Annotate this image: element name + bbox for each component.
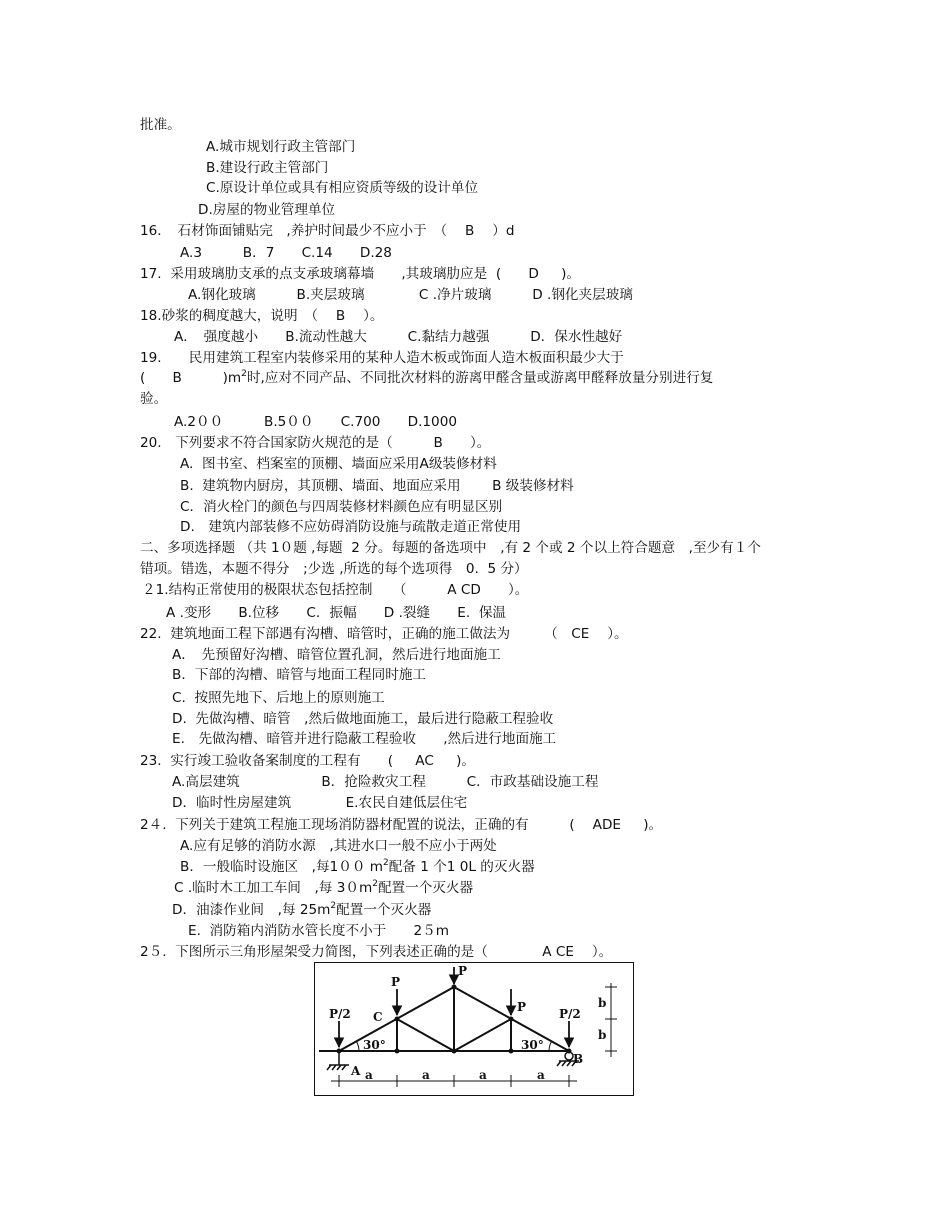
option-a: A.城市规划行政主管部门 [206, 139, 356, 155]
section-heading-cont: 错项。错选，本题不得分 ;少选 ,所选的每个选项得 0. 5 分） [140, 561, 528, 577]
question-21: ２1.结构正常使用的极限状态包括控制 （ A CD ）。 [142, 582, 529, 598]
question-20-a: A. 图书室、档案室的顶棚、墙面应采用A级装修材料 [180, 456, 497, 472]
point-label-c: C [373, 1010, 383, 1024]
superscript: 2 [372, 879, 378, 889]
load-label-p-right: P [517, 1000, 527, 1014]
question-20-c: C．消火栓门的颜色与四周装修材料颜色应有明显区别 [180, 499, 503, 515]
question-16-options: A.3 B．7 C.14 D.28 [180, 245, 392, 261]
dim-label-b-1: b [598, 996, 607, 1010]
question-24-d [172, 902, 431, 918]
question-17: 17. 采用玻璃肋支承的点支承玻璃幕墙 ,其玻璃肋应是 ( D )。 [140, 266, 580, 282]
superscript: 2 [241, 369, 247, 379]
truss-diagram [314, 962, 634, 1096]
q19-answer: ( B )m [140, 370, 242, 386]
question-23: 23. 实行竣工验收备案制度的工程有 ( AC )。 [140, 753, 475, 769]
section-heading: 二、多项选择题 （共 1０题 ,每题 2 分。每题的备选项中 ,有 2 个或 2 个以上符合题意 ,至少有１个 [140, 540, 761, 556]
question-18: 18.砂浆的稠度越大，说明 （ B ）。 [140, 308, 384, 324]
point-label-b: B [573, 1052, 584, 1066]
question-22-e: E. 先做沟槽、暗管并进行隐蔽工程验收 ,然后进行地面施工 [172, 731, 557, 747]
question-24-e: E. 消防箱内消防水管长度不小于 2５m [188, 923, 449, 939]
support-a [327, 1051, 349, 1070]
q24-c-text: C .临时木工加工车间 ,每 3０m [174, 880, 373, 896]
question-21-options: A .变形 B.位移 C．振幅 D .裂缝 E. 保温 [166, 605, 507, 621]
question-19: 19. 民用建筑工程室内装修采用的某种人造木板或饰面人造木板面积最少大于 [140, 350, 624, 366]
question-19-cont [140, 370, 713, 386]
left-diagonal [397, 1019, 454, 1051]
text-line: 批准。 [140, 117, 181, 133]
load-label-p2-left: P/2 [329, 1007, 351, 1021]
dim-label-b-2: b [598, 1028, 607, 1042]
q24-d-text: D．油漆作业间 ,每 25m [172, 902, 331, 918]
question-22-a: A． 先预留好沟槽、暗管位置孔洞，然后进行地面施工 [172, 647, 501, 663]
load-label-p-left: P [391, 975, 401, 989]
dimension-b [605, 983, 617, 1057]
q24-c-tail: 配置一个灭火器 [377, 880, 474, 896]
question-22: 22. 建筑地面工程下部遇有沟槽、暗管时，正确的施工做法为 （ CE ）。 [140, 626, 628, 642]
load-label-p-top: P [458, 964, 468, 978]
question-25: 2５. 下图所示三角形屋架受力简图，下列表述正确的是（ A CE ）。 [140, 944, 613, 960]
superscript: 2 [382, 858, 389, 868]
question-16: 16． 石材饰面铺贴完 ,养护时间最少不应小于 （ B ）d [140, 223, 515, 239]
load-label-p2-right: P/2 [559, 1007, 581, 1021]
angle-label-right: 30° [521, 1038, 544, 1052]
question-20: 20. 下列要求不符合国家防火规范的是（ B ）。 [140, 435, 491, 451]
question-24: 2４. 下列关于建筑工程施工现场消防器材配置的说法，正确的有 ( ADE )。 [140, 817, 663, 833]
question-22-b: B．下部的沟槽、暗管与地面工程同时施工 [172, 667, 427, 683]
question-23-options-2: D．临时性房屋建筑 E.农民自建低层住宅 [172, 795, 468, 811]
question-24-b [180, 859, 535, 875]
question-17-options: A.钢化玻璃 B.夹层玻璃 C .净片玻璃 D .钢化夹层玻璃 [188, 287, 633, 303]
dim-label-a-1: a [365, 1068, 373, 1082]
question-20-b: B. 建筑物内厨房，其顶棚、墙面、地面应采用 B 级装修材料 [180, 478, 574, 494]
option-c: C.原设计单位或具有相应资质等级的设计单位 [206, 180, 479, 196]
question-20-d: D. 建筑内部装修不应妨碍消防设施与疏散走道正常使用 [180, 519, 522, 535]
q24-d-tail: 配置一个灭火器 [336, 902, 432, 918]
question-24-a: A.应有足够的消防水源 ,其进水口一般不应小于两处 [180, 838, 497, 854]
dim-label-a-4: a [537, 1068, 545, 1082]
option-b: B.建设行政主管部门 [206, 160, 329, 176]
question-23-options-1: A.高层建筑 B．抢险救灾工程 C．市政基础设施工程 [172, 774, 599, 790]
dim-label-a-2: a [422, 1068, 430, 1082]
point-label-a: A [351, 1064, 361, 1078]
question-18-options: A． 强度越小 B.流动性越大 C.黏结力越强 D．保水性越好 [174, 329, 623, 345]
question-19-options: A.2００ B.5００ C.700 D.1000 [174, 414, 457, 430]
q19-text: 时,应对不同产品、不同批次材料的游离甲醛含量或游离甲醛释放量分别进行复 [246, 370, 714, 386]
dim-label-a-3: a [479, 1068, 487, 1082]
superscript: 2 [330, 901, 337, 911]
question-22-d: D. 先做沟槽、暗管 ,然后做地面施工，最后进行隐蔽工程验收 [172, 711, 554, 727]
angle-label-left: 30° [363, 1038, 386, 1052]
q24-b-text: B．一般临时设施区 ,每1００ m [180, 859, 383, 875]
truss-svg [315, 963, 633, 1095]
q24-b-tail: 配备 1 个1 0L 的灭火器 [388, 859, 535, 875]
question-19-end: 验。 [140, 391, 168, 407]
question-24-c [174, 880, 473, 896]
question-22-c: C. 按照先地下、后地上的原则施工 [172, 690, 385, 706]
option-d: D.房屋的物业管理单位 [198, 202, 336, 218]
right-diagonal [454, 1019, 511, 1051]
